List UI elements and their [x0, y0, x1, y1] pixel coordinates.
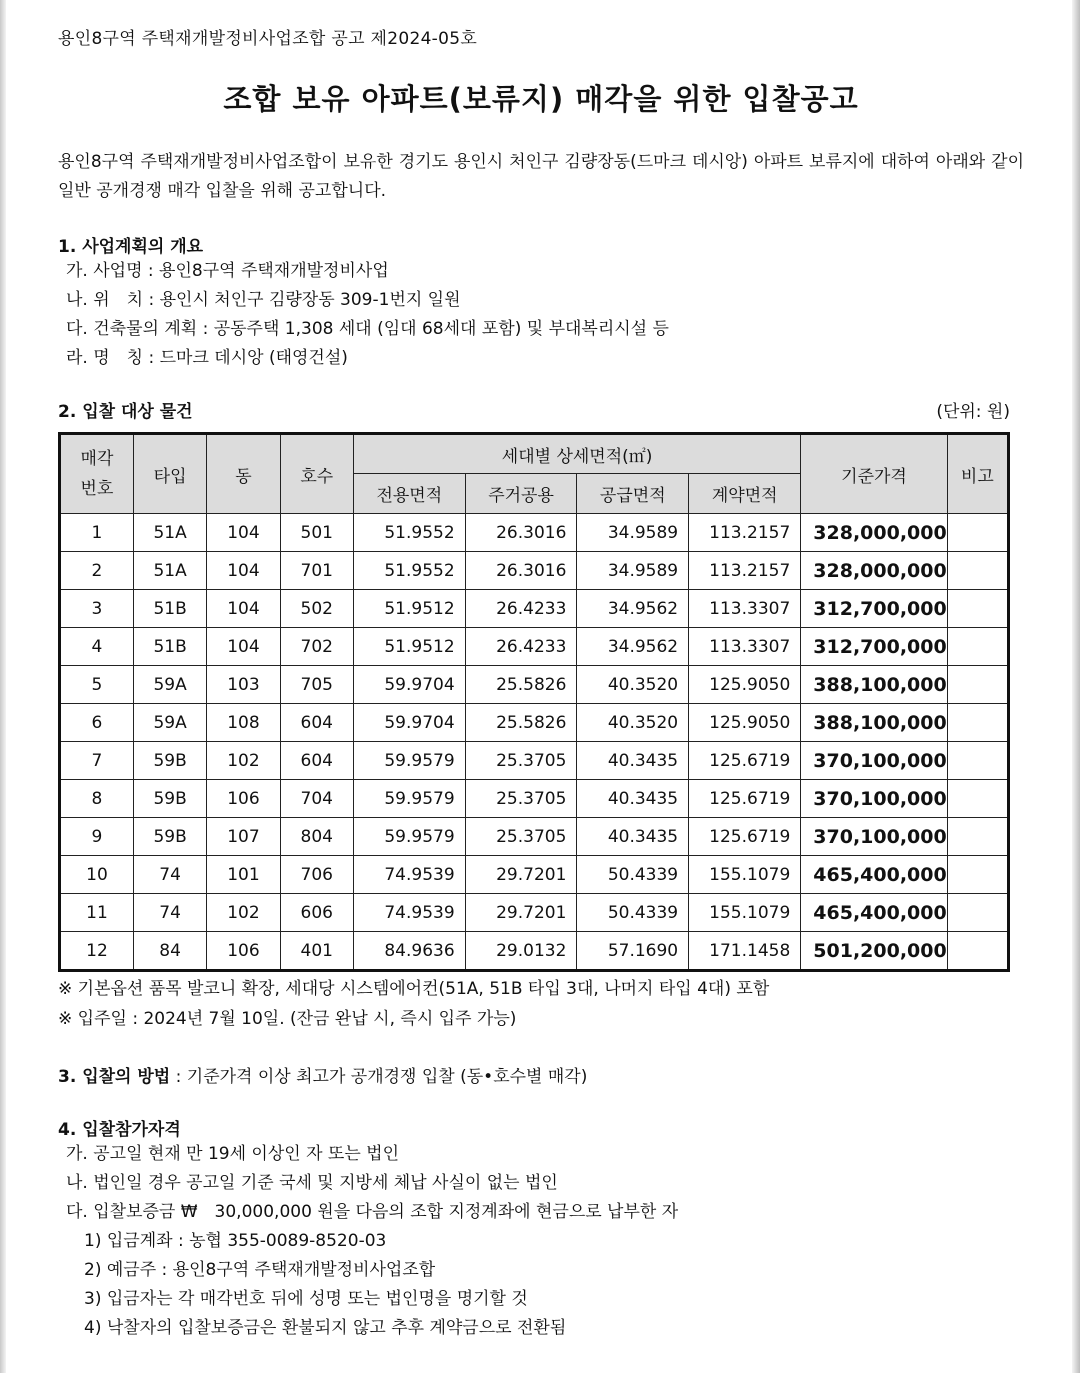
cell-common-area: 26.4233: [465, 628, 577, 666]
cell-base-price: 328,000,000: [801, 552, 947, 590]
table-row: [60, 704, 1009, 742]
cell-type: 59A: [133, 704, 206, 742]
cell-lot-no: 6: [60, 704, 134, 742]
cell-common-area: 25.3705: [465, 818, 577, 856]
cell-common-area: 25.3705: [465, 742, 577, 780]
section1-item: 나. 위 치 : 용인시 처인구 김량장동 309-1번지 일원: [66, 290, 461, 310]
table-row: [60, 742, 1009, 780]
table-row: [60, 894, 1009, 932]
cell-lot-no: 7: [60, 742, 134, 780]
table-row: [60, 628, 1009, 666]
cell-base-price: 312,700,000: [801, 590, 947, 628]
section3-heading: 3. 입찰의 방법: [58, 1067, 171, 1087]
cell-dong: 106: [207, 780, 280, 818]
cell-exclusive-area: 59.9704: [353, 666, 465, 704]
table-row: [60, 780, 1009, 818]
cell-contract-area: 171.1458: [689, 932, 801, 971]
notice-number: 용인8구역 주택재개발정비사업조합 공고 제2024-05호: [58, 29, 478, 49]
cell-type: 74: [133, 894, 206, 932]
cell-type: 59B: [133, 818, 206, 856]
cell-supply-area: 40.3435: [577, 818, 689, 856]
section4-heading: 4. 입찰참가자격: [58, 1120, 181, 1140]
cell-type: 51B: [133, 628, 206, 666]
table-note: ※ 입주일 : 2024년 7월 10일. (잔금 완납 시, 즉시 입주 가능): [58, 1009, 517, 1029]
cell-supply-area: 34.9589: [577, 552, 689, 590]
section4-item: 다. 입찰보증금 ₩ 30,000,000 원을 다음의 조합 지정계좌에 현금으로 납부한 자: [66, 1202, 679, 1222]
cell-supply-area: 40.3520: [577, 704, 689, 742]
cell-ho: 501: [280, 514, 353, 552]
cell-exclusive-area: 84.9636: [353, 932, 465, 971]
cell-base-price: 465,400,000: [801, 856, 947, 894]
cell-exclusive-area: 51.9552: [353, 514, 465, 552]
cell-remarks: [947, 590, 1008, 628]
cell-base-price: 388,100,000: [801, 704, 947, 742]
cell-dong: 104: [207, 590, 280, 628]
header-base-price: 기준가격: [801, 434, 947, 514]
cell-exclusive-area: 59.9579: [353, 742, 465, 780]
section3: [58, 1062, 1024, 1087]
cell-ho: 702: [280, 628, 353, 666]
cell-dong: 104: [207, 552, 280, 590]
cell-remarks: [947, 932, 1008, 971]
cell-contract-area: 113.2157: [689, 552, 801, 590]
cell-contract-area: 125.6719: [689, 818, 801, 856]
cell-supply-area: 40.3435: [577, 780, 689, 818]
cell-remarks: [947, 894, 1008, 932]
cell-common-area: 26.3016: [465, 552, 577, 590]
cell-exclusive-area: 59.9579: [353, 818, 465, 856]
intro-paragraph: 용인8구역 주택재개발정비사업조합이 보유한 경기도 용인시 처인구 김량장동(드마크 데시앙) 아파트 보류지에 대하여 아래와 같이 일반 공개경쟁 매각 입찰을 위해 공고합니다.: [58, 152, 1024, 201]
cell-contract-area: 125.9050: [689, 704, 801, 742]
cell-supply-area: 40.3520: [577, 666, 689, 704]
cell-dong: 101: [207, 856, 280, 894]
cell-remarks: [947, 552, 1008, 590]
cell-lot-no: 2: [60, 552, 134, 590]
cell-exclusive-area: 51.9512: [353, 628, 465, 666]
cell-common-area: 29.7201: [465, 894, 577, 932]
page-edge-right: [1072, 0, 1080, 1373]
section3-text: : 기준가격 이상 최고가 공개경쟁 입찰 (동•호수별 매각): [170, 1067, 588, 1087]
document-title: 조합 보유 아파트(보류지) 매각을 위한 입찰공고: [223, 82, 859, 116]
cell-type: 51A: [133, 514, 206, 552]
header-exclusive-area: 전용면적: [353, 474, 465, 514]
cell-remarks: [947, 628, 1008, 666]
cell-contract-area: 113.3307: [689, 628, 801, 666]
cell-ho: 701: [280, 552, 353, 590]
cell-type: 51A: [133, 552, 206, 590]
cell-lot-no: 10: [60, 856, 134, 894]
cell-exclusive-area: 51.9552: [353, 552, 465, 590]
cell-exclusive-area: 51.9512: [353, 590, 465, 628]
table-row: [60, 590, 1009, 628]
cell-supply-area: 34.9562: [577, 628, 689, 666]
cell-base-price: 501,200,000: [801, 932, 947, 971]
cell-base-price: 388,100,000: [801, 666, 947, 704]
header-contract-area: 계약면적: [689, 474, 801, 514]
cell-common-area: 29.0132: [465, 932, 577, 971]
cell-ho: 704: [280, 780, 353, 818]
cell-supply-area: 50.4339: [577, 894, 689, 932]
cell-base-price: 370,100,000: [801, 818, 947, 856]
cell-common-area: 26.3016: [465, 514, 577, 552]
cell-type: 59B: [133, 780, 206, 818]
cell-lot-no: 8: [60, 780, 134, 818]
header-common-area: 주거공용: [465, 474, 577, 514]
cell-supply-area: 34.9562: [577, 590, 689, 628]
header-remarks: 비고: [947, 434, 1008, 514]
cell-common-area: 25.3705: [465, 780, 577, 818]
cell-ho: 606: [280, 894, 353, 932]
cell-contract-area: 113.2157: [689, 514, 801, 552]
cell-common-area: 29.7201: [465, 856, 577, 894]
cell-supply-area: 40.3435: [577, 742, 689, 780]
cell-lot-no: 5: [60, 666, 134, 704]
cell-base-price: 370,100,000: [801, 742, 947, 780]
table-row: [60, 818, 1009, 856]
cell-dong: 103: [207, 666, 280, 704]
cell-supply-area: 34.9589: [577, 514, 689, 552]
table-row: [60, 856, 1009, 894]
cell-ho: 705: [280, 666, 353, 704]
cell-remarks: [947, 514, 1008, 552]
cell-type: 74: [133, 856, 206, 894]
cell-ho: 502: [280, 590, 353, 628]
section4-item: 가. 공고일 현재 만 19세 이상인 자 또는 법인: [66, 1144, 400, 1164]
cell-ho: 706: [280, 856, 353, 894]
cell-lot-no: 11: [60, 894, 134, 932]
cell-dong: 102: [207, 894, 280, 932]
cell-ho: 604: [280, 742, 353, 780]
cell-lot-no: 4: [60, 628, 134, 666]
cell-dong: 104: [207, 628, 280, 666]
cell-base-price: 328,000,000: [801, 514, 947, 552]
cell-lot-no: 12: [60, 932, 134, 971]
cell-exclusive-area: 74.9539: [353, 894, 465, 932]
section4-subitem: 4) 낙찰자의 입찰보증금은 환불되지 않고 추후 계약금으로 전환됨: [84, 1318, 567, 1338]
cell-remarks: [947, 704, 1008, 742]
section1-item: 다. 건축물의 계획 : 공동주택 1,308 세대 (임대 68세대 포함) 및 부대복리시설 등: [66, 319, 669, 339]
header-dong: 동: [207, 434, 280, 514]
cell-contract-area: 125.6719: [689, 780, 801, 818]
cell-contract-area: 155.1079: [689, 894, 801, 932]
table-row: [60, 932, 1009, 971]
cell-lot-no: 1: [60, 514, 134, 552]
bid-table-body: [60, 514, 1009, 971]
cell-common-area: 26.4233: [465, 590, 577, 628]
cell-base-price: 370,100,000: [801, 780, 947, 818]
table-row: [60, 514, 1009, 552]
cell-dong: 104: [207, 514, 280, 552]
cell-contract-area: 155.1079: [689, 856, 801, 894]
cell-dong: 107: [207, 818, 280, 856]
document-page: [58, 24, 1024, 1343]
header-ho: 호수: [280, 434, 353, 514]
cell-ho: 401: [280, 932, 353, 971]
cell-contract-area: 113.3307: [689, 590, 801, 628]
header-lot-no: 매각 번호: [60, 434, 134, 514]
cell-lot-no: 9: [60, 818, 134, 856]
header-area-group: 세대별 상세면적(㎡): [353, 434, 800, 474]
section4-item: 나. 법인일 경우 공고일 기준 국세 및 지방세 체납 사실이 없는 법인: [66, 1173, 558, 1193]
cell-remarks: [947, 818, 1008, 856]
section1-item: 가. 사업명 : 용인8구역 주택재개발정비사업: [66, 261, 389, 281]
cell-remarks: [947, 856, 1008, 894]
cell-type: 59B: [133, 742, 206, 780]
unit-label: (단위: 원): [936, 402, 1010, 422]
cell-type: 84: [133, 932, 206, 971]
cell-type: 59A: [133, 666, 206, 704]
cell-common-area: 25.5826: [465, 666, 577, 704]
page-edge-left: [0, 0, 6, 1373]
section2-header-row: [58, 397, 1024, 422]
table-row: [60, 552, 1009, 590]
cell-remarks: [947, 780, 1008, 818]
cell-supply-area: 57.1690: [577, 932, 689, 971]
section1-heading: 1. 사업계획의 개요: [58, 237, 204, 257]
header-supply-area: 공급면적: [577, 474, 689, 514]
cell-lot-no: 3: [60, 590, 134, 628]
cell-exclusive-area: 59.9704: [353, 704, 465, 742]
cell-remarks: [947, 742, 1008, 780]
table-row: [60, 666, 1009, 704]
cell-type: 51B: [133, 590, 206, 628]
section2-heading: 2. 입찰 대상 물건: [58, 402, 193, 422]
cell-common-area: 25.5826: [465, 704, 577, 742]
cell-dong: 106: [207, 932, 280, 971]
bid-items-table: [58, 432, 1010, 972]
section4-subitem: 1) 입금계좌 : 농협 355-0089-8520-03: [84, 1231, 387, 1251]
cell-contract-area: 125.9050: [689, 666, 801, 704]
cell-supply-area: 50.4339: [577, 856, 689, 894]
cell-base-price: 465,400,000: [801, 894, 947, 932]
section1-item: 라. 명 칭 : 드마크 데시앙 (태영건설): [66, 348, 348, 368]
cell-remarks: [947, 666, 1008, 704]
cell-dong: 102: [207, 742, 280, 780]
cell-dong: 108: [207, 704, 280, 742]
cell-exclusive-area: 59.9579: [353, 780, 465, 818]
cell-contract-area: 125.6719: [689, 742, 801, 780]
header-type: 타입: [133, 434, 206, 514]
cell-exclusive-area: 74.9539: [353, 856, 465, 894]
section4-subitem: 2) 예금주 : 용인8구역 주택재개발정비사업조합: [84, 1260, 436, 1280]
cell-ho: 604: [280, 704, 353, 742]
cell-ho: 804: [280, 818, 353, 856]
section4-subitem: 3) 입금자는 각 매각번호 뒤에 성명 또는 법인명을 명기할 것: [84, 1289, 528, 1309]
cell-base-price: 312,700,000: [801, 628, 947, 666]
table-note: ※ 기본옵션 품목 발코니 확장, 세대당 시스템에어컨(51A, 51B 타입 3대, 나머지 타입 4대) 포함: [58, 979, 770, 999]
